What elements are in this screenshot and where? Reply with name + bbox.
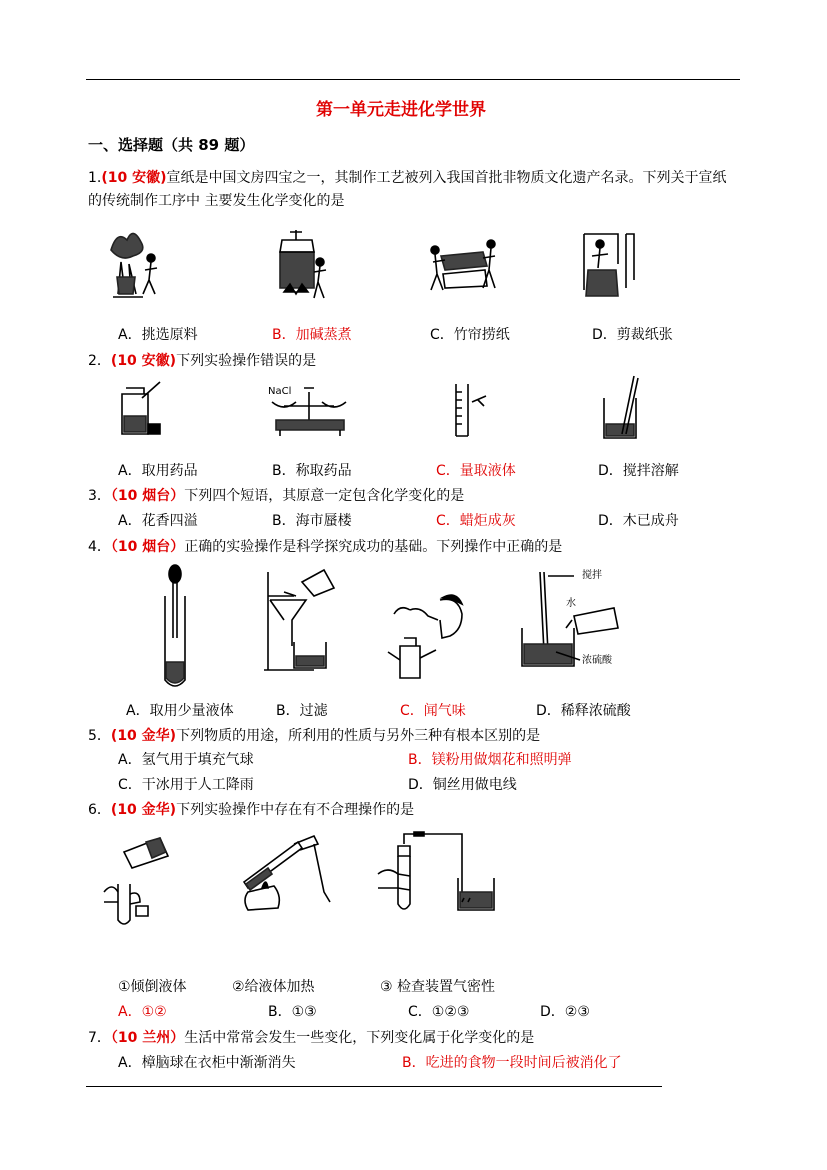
section-heading: 一、选择题（共 89 题） bbox=[88, 136, 255, 154]
question-5 bbox=[88, 726, 540, 746]
figure-check-airtightness bbox=[374, 830, 504, 914]
footer-rule bbox=[86, 1086, 662, 1087]
q1-option-d[interactable]: D．剪裁纸张 bbox=[592, 327, 673, 343]
question-2 bbox=[88, 351, 316, 371]
figure-measure-liquid bbox=[448, 380, 488, 440]
q2-option-d[interactable]: D．搅拌溶解 bbox=[598, 463, 679, 479]
q7-option-a[interactable]: A．樟脑球在衣柜中渐渐消失 bbox=[118, 1055, 296, 1071]
q6-caption-1: ①倾倒液体 bbox=[118, 979, 187, 995]
q2-option-b[interactable]: B．称取药品 bbox=[272, 463, 352, 479]
question-text: 下列实验操作中存在有不合理操作的是 bbox=[176, 802, 415, 818]
page-title: 第一单元走进化学世界 bbox=[316, 100, 486, 120]
question-source: (10 安徽) bbox=[101, 170, 167, 186]
question-source: (10 安徽) bbox=[110, 353, 177, 369]
q7-option-b[interactable]: B．吃进的食物一段时间后被消化了 bbox=[402, 1055, 622, 1071]
figure-stir-dissolve bbox=[600, 374, 644, 442]
question-number: 1. bbox=[88, 170, 102, 186]
figure-cut-paper bbox=[578, 230, 638, 302]
question-source: (10 金华) bbox=[110, 728, 177, 744]
question-number: 6． bbox=[88, 802, 111, 818]
question-source: (10 金华) bbox=[110, 802, 177, 818]
question-1 bbox=[88, 168, 727, 188]
question-6 bbox=[88, 800, 414, 820]
question-text: 下列四个短语，其原意一定包含化学变化的是 bbox=[184, 488, 465, 504]
q3-option-a[interactable]: A．花香四溢 bbox=[118, 513, 198, 529]
q4-option-b[interactable]: B．过滤 bbox=[276, 703, 328, 719]
question-text: 正确的实验操作是科学探究成功的基础。下列操作中正确的是 bbox=[184, 539, 563, 555]
q1-option-c[interactable]: C．竹帘捞纸 bbox=[430, 327, 510, 343]
figure-weigh-reagent bbox=[268, 384, 352, 440]
question-text: 下列实验操作错误的是 bbox=[176, 353, 317, 369]
q2-option-c[interactable]: C．量取液体 bbox=[436, 463, 516, 479]
question-number: 5． bbox=[88, 728, 111, 744]
label-acid: 浓硫酸 bbox=[582, 655, 612, 666]
q5-option-a[interactable]: A．氢气用于填充气球 bbox=[118, 752, 254, 768]
figure-dropper-test-tube bbox=[160, 564, 190, 690]
figure-select-materials bbox=[103, 222, 163, 302]
q6-option-b[interactable]: B．①③ bbox=[268, 1004, 317, 1020]
question-number: 3． bbox=[88, 488, 111, 504]
q3-option-c[interactable]: C．蜡炬成灰 bbox=[436, 513, 516, 529]
q2-option-a[interactable]: A．取用药品 bbox=[118, 463, 198, 479]
figure-boil-with-alkali bbox=[268, 222, 330, 302]
q1-option-b[interactable]: B．加碱蒸煮 bbox=[272, 327, 352, 343]
question-number: 4． bbox=[88, 539, 111, 555]
q6-option-d[interactable]: D．②③ bbox=[540, 1004, 590, 1020]
figure-scoop-paper bbox=[425, 230, 501, 296]
question-text: 宣纸是中国文房四宝之一，其制作工艺被列入我国首批非物质文化遗产名录。下列关于宣纸 bbox=[166, 170, 727, 186]
balance-label: NaCl bbox=[268, 386, 292, 397]
question-7 bbox=[88, 1028, 534, 1048]
q6-option-a[interactable]: A．①② bbox=[118, 1004, 167, 1020]
question-text: 生活中常常会发生一些变化，下列变化属于化学变化的是 bbox=[184, 1030, 535, 1046]
question-4 bbox=[88, 537, 562, 557]
question-source: （10 烟台） bbox=[110, 539, 185, 555]
label-stir: 搅拌 bbox=[582, 570, 602, 581]
figure-filtration bbox=[254, 566, 358, 676]
label-water: 水 bbox=[566, 598, 576, 609]
question-3 bbox=[88, 486, 464, 506]
q4-option-d[interactable]: D．稀释浓硫酸 bbox=[536, 703, 631, 719]
q6-option-c[interactable]: C．①②③ bbox=[408, 1004, 470, 1020]
q6-caption-2: ②给液体加热 bbox=[232, 979, 315, 995]
q4-option-c[interactable]: C．闻气味 bbox=[400, 703, 466, 719]
question-1-text-line2: 的传统制作工序中 主要发生化学变化的是 bbox=[88, 193, 345, 209]
q6-caption-3: ③ 检查装置气密性 bbox=[380, 979, 496, 995]
q5-option-d[interactable]: D．铜丝用做电线 bbox=[408, 777, 517, 793]
question-number: 2． bbox=[88, 353, 111, 369]
question-source: （10 烟台） bbox=[110, 488, 185, 504]
figure-take-reagent bbox=[116, 378, 164, 438]
question-source: （10 兰州） bbox=[110, 1030, 185, 1046]
q3-option-d[interactable]: D．木已成舟 bbox=[598, 513, 679, 529]
header-rule bbox=[86, 79, 740, 80]
question-text: 下列物质的用途，所利用的性质与另外三种有根本区别的是 bbox=[176, 728, 541, 744]
q5-option-b[interactable]: B．镁粉用做烟花和照明弹 bbox=[408, 752, 572, 768]
figure-smell-gas bbox=[380, 580, 470, 680]
figure-pour-liquid bbox=[100, 832, 180, 928]
question-number: 7． bbox=[88, 1030, 111, 1046]
figure-dilute-acid bbox=[514, 568, 634, 676]
q3-option-b[interactable]: B．海市蜃楼 bbox=[272, 513, 352, 529]
q4-option-a[interactable]: A．取用少量液体 bbox=[126, 703, 234, 719]
q5-option-c[interactable]: C．干冰用于人工降雨 bbox=[118, 777, 254, 793]
figure-heat-liquid bbox=[238, 832, 334, 914]
q1-option-a[interactable]: A．挑选原料 bbox=[118, 327, 198, 343]
